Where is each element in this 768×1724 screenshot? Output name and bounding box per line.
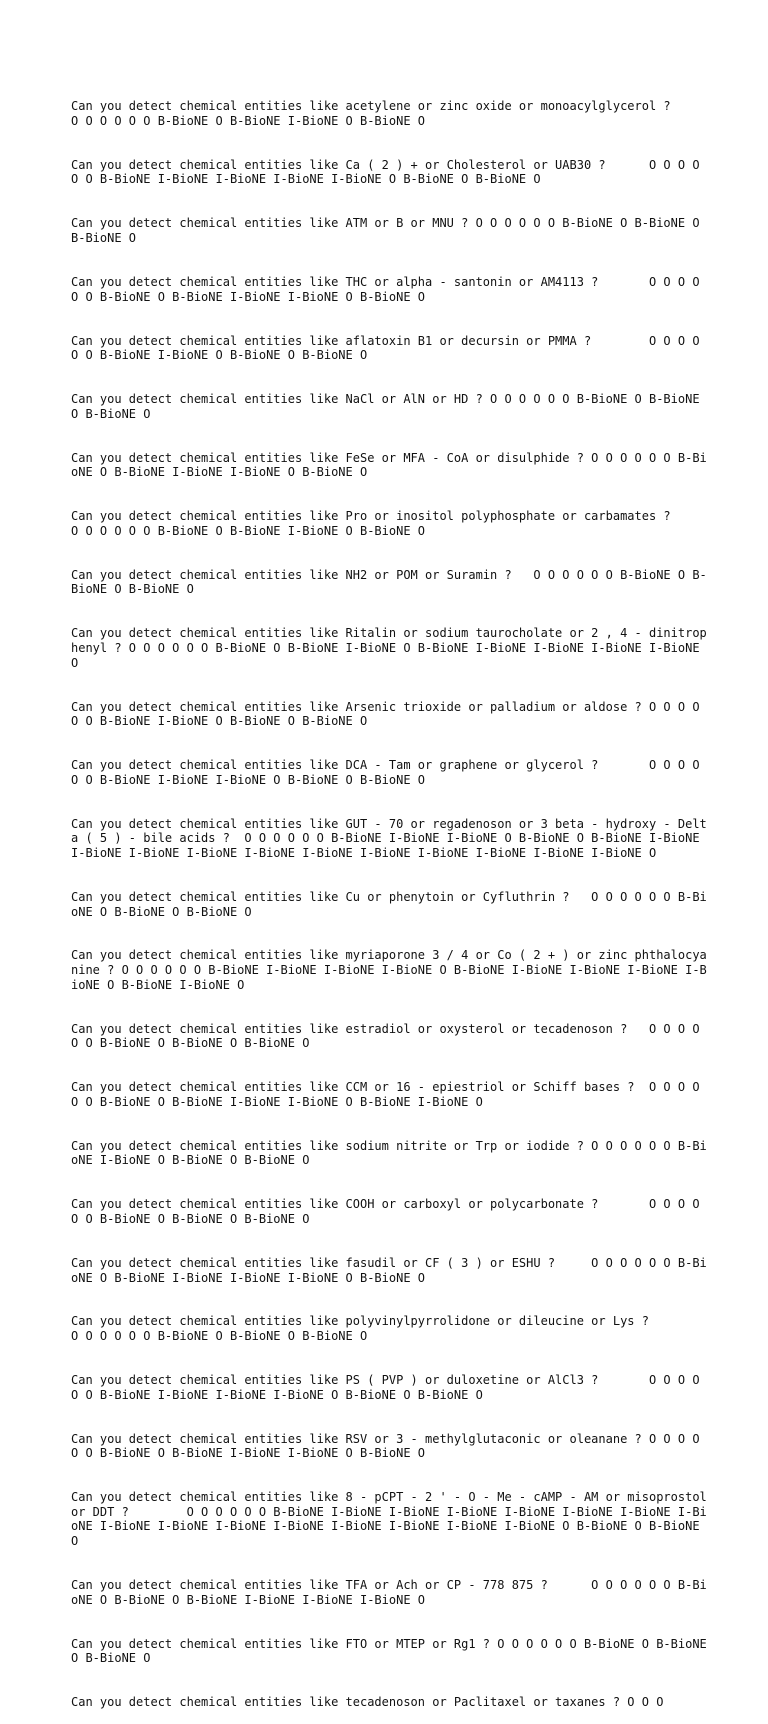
text-line: Can you detect chemical entities like RSV or 3 - methylglutaconic or oleanane ? O O O O O O B-BioNE O B-BioNE I-BioNE I-BioNE O B-BioNE O [71,1431,707,1461]
text-line: Can you detect chemical entities like DCA - Tam or graphene or glycerol ? O O O O O O B-BioNE I-BioNE I-BioNE O B-BioNE O B-BioNE O [71,758,707,787]
text-line: Can you detect chemical entities like FTO or MTEP or Rg1 ? O O O O O O B-BioNE O B-BioNE O B-BioNE O [71,1636,714,1666]
document-page [71,70,714,1724]
text-line: Can you detect chemical entities like PS ( PVP ) or duloxetine or AlCl3 ? O O O O O O B-BioNE I-BioNE I-BioNE I-BioNE O B-BioNE O B-BioNE O [71,1373,707,1402]
text-line: Can you detect chemical entities like Cu or phenytoin or Cyfluthrin ? O O O O O O B-BioNE O B-BioNE O B-BioNE O [71,889,707,919]
text-line: Can you detect chemical entities like tecadenoson or Paclitaxel or taxanes ? O O O [71,1695,664,1710]
text-line: Can you detect chemical entities like FeSe or MFA - CoA or disulphide ? O O O O O O B-BioNE O B-BioNE I-BioNE I-BioNE O B-BioNE O [71,450,707,480]
text-line: Can you detect chemical entities like CCM or 16 - epiestriol or Schiff bases ? O O O O O O B-BioNE O B-BioNE I-BioNE I-BioNE O B-BioNE I-BioNE O [71,1080,707,1109]
text-line: Can you detect chemical entities like Arsenic trioxide or palladium or aldose ? O O O O O O B-BioNE I-BioNE O B-BioNE O B-BioNE O [71,699,707,729]
text-line: Can you detect chemical entities like Pro or inositol polyphosphate or carbamates ? O O O O O O B-BioNE O B-BioNE I-BioNE O B-BioNE O [71,509,707,538]
text-line: Can you detect chemical entities like acetylene or zinc oxide or monoacylglycerol ? O O O O O O B-BioNE O B-BioNE I-BioNE O B-BioNE O [71,99,707,128]
text-line: Can you detect chemical entities like GUT - 70 or regadenoson or 3 beta - hydroxy - Delta ( 5 ) - bile acids ? O O O O O O B-BioNE I-BioNE I-BioNE O B-BioNE O B-BioNE I-BioNE I-BioNE I-BioNE I-BioNE I-BioNE I-BioNE I-BioNE I-BioNE I-BioNE I-BioNE I-BioNE O [71,816,707,860]
text-line: Can you detect chemical entities like 8 - pCPT - 2 ' - O - Me - cAMP - AM or misoprostol or DDT ? O O O O O O B-BioNE I-BioNE I-BioNE I-BioNE I-BioNE I-BioNE I-BioNE I-BioNE I-BioNE I-BioNE I-BioNE I-BioNE I-BioNE I-BioNE I-BioNE I-BioNE O B-BioNE O B-BioNE O [71,1490,714,1549]
text-line: Can you detect chemical entities like NH2 or POM or Suramin ? O O O O O O B-BioNE O B-BioNE O B-BioNE O [71,567,707,597]
text-line: Can you detect chemical entities like estradiol or oxysterol or tecadenoson ? O O O O O O B-BioNE O B-BioNE O B-BioNE O [71,1021,707,1051]
text-line: Can you detect chemical entities like COOH or carboxyl or polycarbonate ? O O O O O O B-BioNE O B-BioNE O B-BioNE O [71,1197,707,1226]
text-line: Can you detect chemical entities like Ca ( 2 ) + or Cholesterol or UAB30 ? O O O O O O B-BioNE I-BioNE I-BioNE I-BioNE I-BioNE O B-BioNE O B-BioNE O [71,157,707,187]
text-line: Can you detect chemical entities like myriaporone 3 / 4 or Co ( 2 + ) or zinc phthalocyanine ? O O O O O O B-BioNE I-BioNE I-BioNE I-BioNE O B-BioNE I-BioNE I-BioNE I-BioNE I-BioNE O B-BioNE I-BioNE O [71,948,707,992]
text-line: Can you detect chemical entities like ATM or B or MNU ? O O O O O O B-BioNE O B-BioNE O B-BioNE O [71,216,707,246]
text-line: Can you detect chemical entities like THC or alpha - santonin or AM4113 ? O O O O O O B-BioNE O B-BioNE I-BioNE I-BioNE O B-BioNE O [71,274,707,304]
text-line: Can you detect chemical entities like fasudil or CF ( 3 ) or ESHU ? O O O O O O B-BioNE O B-BioNE I-BioNE I-BioNE I-BioNE O B-BioNE O [71,1255,707,1285]
text-line: Can you detect chemical entities like sodium nitrite or Trp or iodide ? O O O O O O B-BioNE I-BioNE O B-BioNE O B-BioNE O [71,1138,707,1168]
text-line: Can you detect chemical entities like polyvinylpyrrolidone or dileucine or Lys ? O O O O O O B-BioNE O B-BioNE O B-BioNE O [71,1314,707,1344]
text-line: Can you detect chemical entities like aflatoxin B1 or decursin or PMMA ? O O O O O O B-BioNE I-BioNE O B-BioNE O B-BioNE O [71,333,707,363]
text-line: Can you detect chemical entities like TFA or Ach or CP - 778 875 ? O O O O O O B-BioNE O B-BioNE O B-BioNE I-BioNE I-BioNE I-BioNE O [71,1577,707,1607]
text-line: Can you detect chemical entities like NaCl or AlN or HD ? O O O O O O B-BioNE O B-BioNE O B-BioNE O [71,392,707,421]
text-line: Can you detect chemical entities like Ritalin or sodium taurocholate or 2 , 4 - dinitrophenyl ? O O O O O O B-BioNE O B-BioNE I-BioNE O B-BioNE I-BioNE I-BioNE I-BioNE I-BioNE O [71,626,707,670]
